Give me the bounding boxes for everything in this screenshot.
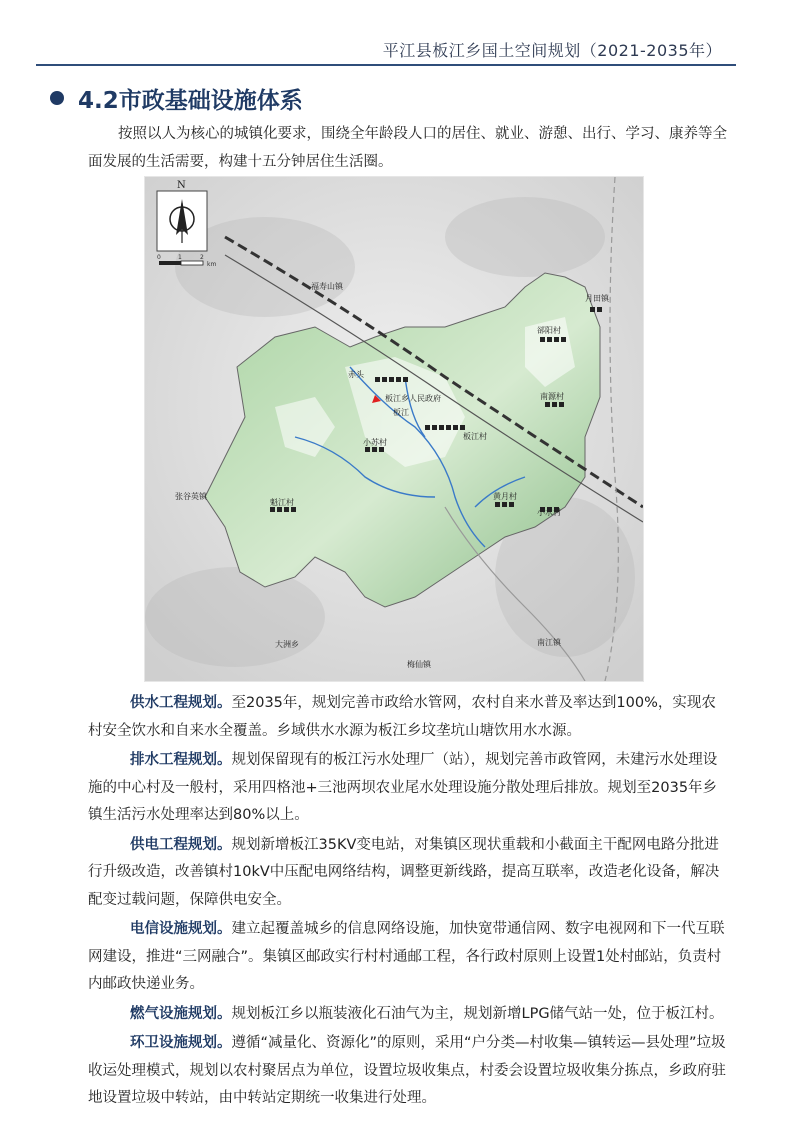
label-xiaosu: 小苏村 <box>363 438 387 447</box>
label-nanjiang: 南江镇 <box>537 638 561 647</box>
north-label: N <box>177 180 186 191</box>
paragraph-lead: 供电工程规划。 <box>130 836 232 853</box>
paragraph-body: 规划保留现有的板江污水处理厂（站），规划完善市政管网，未建污水处理设施的中心村及一般村，采用四格池+三池两坝农业尾水处理设施分散处理后排放。规划至2035年乡镇生活污水处理率达到80%以上。 <box>88 752 718 823</box>
label-banjiang-cun: 板江村 <box>463 432 487 441</box>
paragraph-body: 规划新增板江35KV变电站，对集镇区现状重载和小截面主干配网电路分批进行升级改造，改善镇村10kV中压配电网络结构，调整更新线路，提高互联率，改造老化设备，解决配变过载问题，保障供电安全。 <box>88 836 720 908</box>
paragraph-telecom <box>88 916 730 999</box>
paragraph-sanitation <box>88 1030 730 1113</box>
paragraph-drainage <box>88 747 730 830</box>
paragraph-lead: 排水工程规划。 <box>130 752 232 768</box>
label-banjiang-gov: 板江乡人民政府 <box>385 394 441 403</box>
scale-tick-2: 2 <box>200 254 204 261</box>
scale-bar <box>159 261 203 265</box>
label-xiaoshui: 小水村 <box>537 508 561 517</box>
infrastructure-map <box>144 176 644 682</box>
label-nanyuan: 南源村 <box>540 392 564 401</box>
map-svg <box>145 177 643 681</box>
label-yuetian: 月田镇 <box>585 294 609 303</box>
label-dazhou: 大洲乡 <box>275 640 299 649</box>
section-bullet-icon <box>50 91 64 105</box>
paragraph-water-supply <box>88 690 730 745</box>
paragraph-lead: 环卫设施规划。 <box>130 1035 232 1051</box>
scale-tick-0: 0 <box>157 254 161 261</box>
paragraph-lead: 电信设施规划。 <box>130 921 232 937</box>
paragraph-body: 遵循“减量化、资源化”的原则，采用“户分类—村收集—镇转运—县处理”垃圾收运处理模式，规划以农村聚居点为单位，设置垃圾收集点，村委会设置垃圾收集分拣点，乡政府驻地设置垃圾中转站，由中转站定期统一收集进行处理。 <box>88 1035 726 1106</box>
label-huangyue: 黄月村 <box>493 492 517 501</box>
scale-unit: km <box>207 261 217 268</box>
label-meixian: 梅仙镇 <box>407 660 431 669</box>
infrastructure-paragraphs <box>88 690 730 1115</box>
header-rule <box>36 64 736 66</box>
label-chitou: 赤头 <box>348 370 364 379</box>
label-banjiang: 板江 <box>393 408 409 417</box>
header-title: 平江县板江乡国土空间规划（2021-2035年） <box>382 41 722 60</box>
paragraph-body: 至2035年，规划完善市政给水管网，农村自来水普及率达到100%，实现农村安全饮水和自来水全覆盖。乡域供水水源为板江乡坟垄坑山塘饮用水水源。 <box>88 695 716 739</box>
north-arrow-icon <box>157 191 207 251</box>
paragraph-gas <box>88 1001 730 1029</box>
paragraph-lead: 燃气设施规划。 <box>130 1005 232 1022</box>
section-title: 4.2市政基础设施体系 <box>78 88 303 114</box>
intro-paragraph: 按照以人为核心的城镇化要求，围绕全年龄段人口的居住、就业、游憩、出行、学习、康养等全面发展的生活需要，构建十五分钟居住生活圈。 <box>88 126 727 170</box>
label-zhangjia: 张谷英镇 <box>175 492 207 501</box>
paragraph-lead: 供水工程规划。 <box>130 695 232 711</box>
paragraph-body: 规划板江乡以瓶装液化石油气为主，规划新增LPG储气站一处，位于板江村。 <box>231 1005 724 1022</box>
paragraph-body: 建立起覆盖城乡的信息网络设施，加快宽带通信网、数字电视网和下一代互联网建设，推进“三网融合”。集镇区邮政实行村村通邮工程，各行政村原则上设置1处村邮站，负责村内邮政快递业务。 <box>88 921 725 992</box>
label-kuijiang: 魁江村 <box>270 498 294 507</box>
label-fuxian: 福寿山镇 <box>311 282 343 291</box>
scale-tick-1: 1 <box>178 254 182 261</box>
paragraph-power <box>88 832 730 915</box>
label-xieyang: 郤阳村 <box>537 326 561 335</box>
